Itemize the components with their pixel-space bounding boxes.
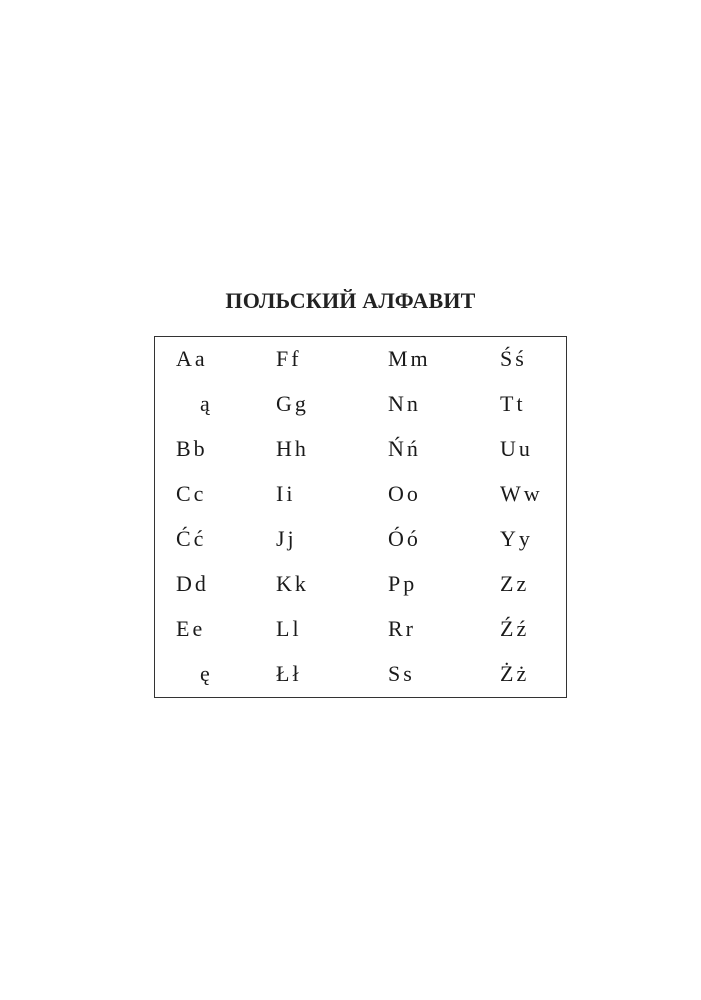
- alphabet-column-4: [500, 347, 543, 707]
- letter-pair: Mm: [388, 346, 431, 371]
- letter-pair: Aa: [176, 346, 208, 371]
- letter-pair: Ss: [388, 661, 415, 686]
- letter-pair: Jj: [276, 526, 297, 551]
- letter-pair: Uu: [500, 436, 533, 461]
- letter-pair: Óó: [388, 526, 421, 551]
- letter-pair: Ii: [276, 481, 296, 506]
- alphabet-column-3: [388, 347, 431, 707]
- alphabet-column-2: [276, 347, 309, 707]
- letter-pair: Kk: [276, 571, 309, 596]
- letter-pair: Pp: [388, 571, 418, 596]
- letter-pair: Śś: [500, 346, 527, 371]
- letter-pair: Ćć: [176, 526, 207, 551]
- letter-pair: Yy: [500, 526, 533, 551]
- page-title: ПОЛЬСКИЙ АЛФАВИТ: [225, 288, 476, 313]
- alphabet-column-1: [176, 347, 213, 707]
- letter-pair: Hh: [276, 436, 309, 461]
- letter-pair: Łł: [276, 661, 302, 686]
- letter-pair: Bb: [176, 436, 208, 461]
- letter-pair: Rr: [388, 616, 416, 641]
- letter-pair: Zz: [500, 571, 530, 596]
- letter-pair: Nn: [388, 391, 421, 416]
- letter-pair: Ll: [276, 616, 302, 641]
- letter-pair: Cc: [176, 481, 207, 506]
- letter-pair: Ee: [176, 616, 206, 641]
- letter-pair: Tt: [500, 391, 526, 416]
- letter-pair: Źź: [500, 616, 530, 641]
- letter-pair: Żż: [500, 661, 530, 686]
- letter-pair: Ww: [500, 481, 543, 506]
- letter-pair: ą: [200, 391, 213, 416]
- letter-pair: Ff: [276, 346, 302, 371]
- letter-pair: ę: [200, 661, 213, 686]
- letter-pair: Ńń: [388, 436, 421, 461]
- letter-pair: Dd: [176, 571, 209, 596]
- letter-pair: Gg: [276, 391, 309, 416]
- letter-pair: Oo: [388, 481, 421, 506]
- alphabet-table: [154, 336, 567, 698]
